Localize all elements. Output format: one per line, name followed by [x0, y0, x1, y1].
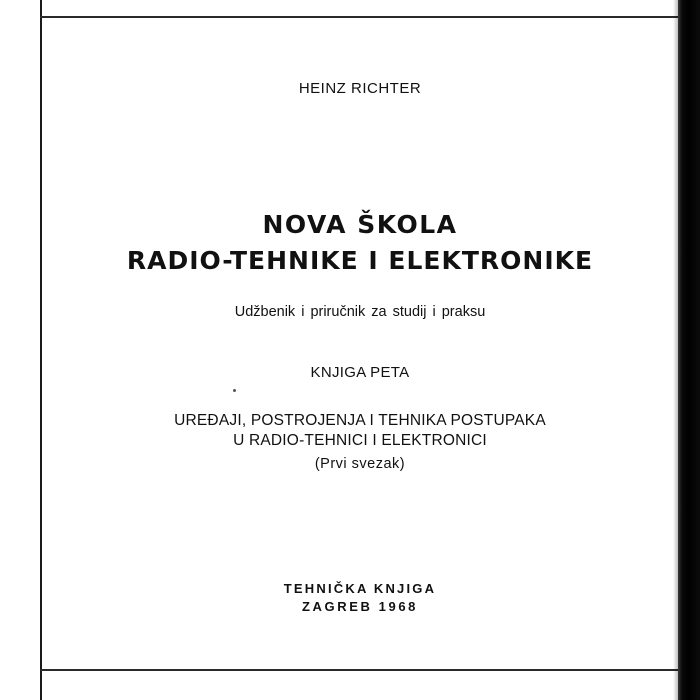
page-edge-top [40, 16, 678, 18]
publisher-name: TEHNIČKA KNJIGA [283, 581, 437, 596]
print-speck [233, 389, 236, 392]
volume-title-line-1: UREĐAJI, POSTROJENJA I TEHNIKA POSTUPAKA [174, 412, 546, 429]
book-number: KNJIGA PETA [310, 364, 410, 381]
book-subtitle: Udžbenik i priručnik za studij i praksu [234, 304, 486, 320]
volume-part: (Prvi svezak) [314, 456, 406, 472]
page-edge-left [40, 0, 42, 700]
page-edge-bottom [40, 669, 678, 671]
book-title-line-1: NOVA ŠKOLA [262, 210, 458, 239]
book-title-line-2: RADIO-TEHNIKE I ELEKTRONIKE [126, 246, 594, 275]
author-name: HEINZ RICHTER [298, 80, 422, 97]
publisher-city-year: ZAGREB 1968 [301, 599, 419, 614]
volume-title-line-2: U RADIO-TEHNICI I ELEKTRONICI [233, 432, 487, 449]
page-edge-right [678, 0, 700, 700]
